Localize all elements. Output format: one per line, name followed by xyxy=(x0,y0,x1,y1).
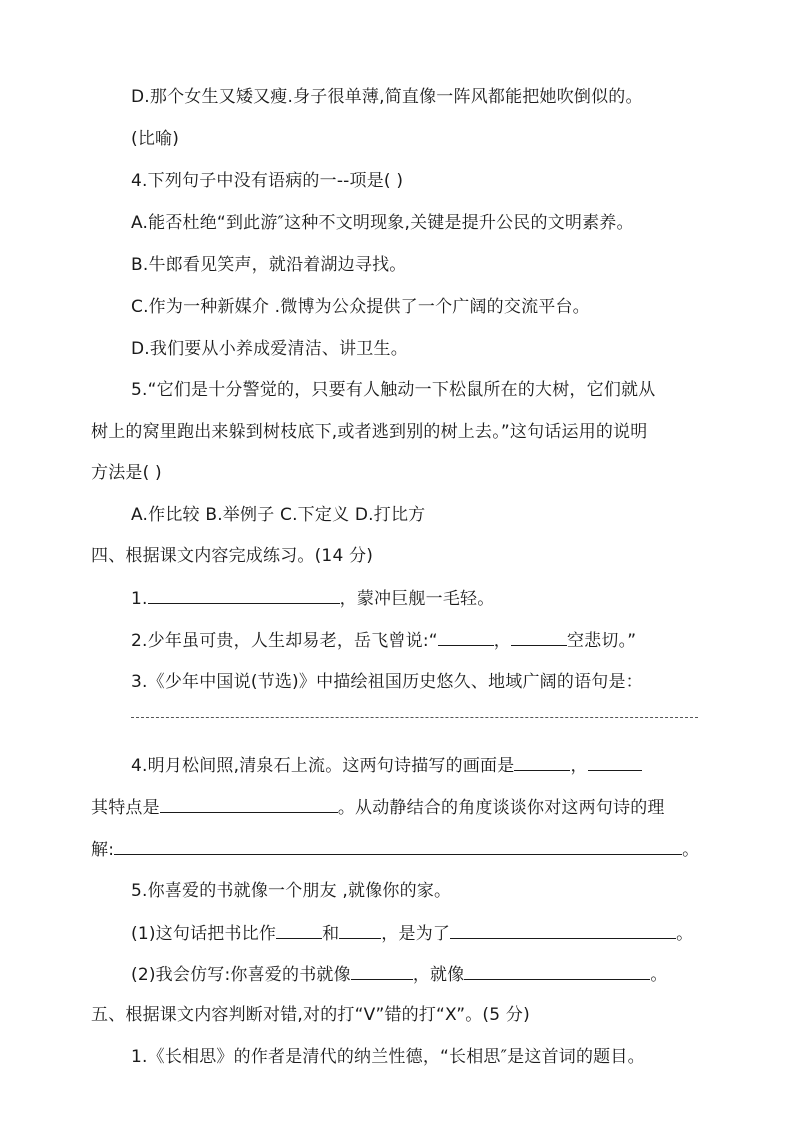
s4-item4-explain-blank[interactable] xyxy=(114,838,682,855)
s4-item5-2-end: 。 xyxy=(650,965,668,985)
q4-stem: 4.下列句子中没有语病的一--项是( ) xyxy=(131,171,404,191)
section5-heading: 五、根据课文内容判断对错,对的打“V”错的打“X”。(5 分) xyxy=(91,1005,530,1025)
s4-item3-answer-line[interactable] xyxy=(131,717,698,718)
q3-option-d: D.那个女生又矮又瘦.身子很单薄,简直像一阵风都能把她吹倒似的。 xyxy=(131,87,643,107)
s4-item5-1-blank3[interactable] xyxy=(450,922,676,939)
s4-item2-end: 空悲切。” xyxy=(566,631,637,651)
q3-option-d-note: (比喻) xyxy=(131,129,180,149)
q5-stem-line3: 方法是( ) xyxy=(91,463,162,483)
s4-item5-2-blank1[interactable] xyxy=(351,963,413,980)
s4-item5-2-text: (2)我会仿写:你喜爱的书就像 xyxy=(131,965,351,985)
s4-item5: 5.你喜爱的书就像一个朋友 ,就像你的家。 xyxy=(131,881,452,901)
s4-item1-text: ，蒙冲巨舰一毛轻。 xyxy=(339,589,495,609)
s4-item5-1 xyxy=(131,922,693,945)
s4-item4-blank2[interactable] xyxy=(588,754,642,771)
s4-item5-1-text: (1)这句话把书比作 xyxy=(131,924,277,944)
s4-item4-explain-label: 解: xyxy=(91,840,115,860)
s4-item4-blank1[interactable] xyxy=(514,754,570,771)
s5-item1: 1.《长相思》的作者是清代的纳兰性德，“长相思″是这首词的题目。 xyxy=(131,1047,645,1067)
s4-item1-blank[interactable] xyxy=(148,587,340,604)
s4-item4-comma: ， xyxy=(570,756,588,776)
q4-option-c: C.作为一种新媒介 .微博为公众提供了一个广阔的交流平台。 xyxy=(131,297,590,317)
s4-item4-line2-text: 。从动静结合的角度谈谈你对这两句诗的理 xyxy=(337,798,665,818)
s4-item4-line3-end: 。 xyxy=(682,840,700,860)
s4-item5-2 xyxy=(131,963,668,986)
s4-item5-2-blank2[interactable] xyxy=(464,963,650,980)
s4-item5-1-blank1[interactable] xyxy=(276,922,322,939)
s4-item4-text: 4.明月松间照,清泉石上流。这两句诗描写的画面是 xyxy=(131,756,515,776)
s4-item5-1-end: 。 xyxy=(676,924,694,944)
s4-item3: 3.《少年中国说(节选)》中描绘祖国历史悠久、地域广阔的语句是： xyxy=(131,672,643,692)
s4-item1-number: 1. xyxy=(131,589,148,609)
q4-option-d: D.我们要从小养成爱清洁、讲卫生。 xyxy=(131,339,408,359)
s4-item4-feature-label: 其特点是 xyxy=(91,798,160,818)
s4-item2-comma: ， xyxy=(493,631,511,651)
s4-item5-1-blank2[interactable] xyxy=(339,922,381,939)
s4-item2-blank1[interactable] xyxy=(438,629,494,646)
s4-item2 xyxy=(131,629,636,652)
q5-stem-line1: 5.“它们是十分警觉的，只要有人触动一下松鼠所在的大树，它们就从 xyxy=(131,380,656,400)
s4-item1 xyxy=(131,587,494,610)
s4-item5-1-and: 和 xyxy=(322,924,340,944)
s4-item4-line3 xyxy=(91,838,699,861)
s4-item4-line1 xyxy=(131,754,642,777)
q5-options: A.作比较 B.举例子 C.下定义 D.打比方 xyxy=(131,505,426,525)
s4-item2-text: 2.少年虽可贵，人生却易老，岳飞曾说:“ xyxy=(131,631,438,651)
s4-item4-line2 xyxy=(91,796,665,819)
section4-heading: 四、根据课文内容完成练习。(14 分) xyxy=(91,546,374,566)
s4-item4-feature-blank[interactable] xyxy=(160,796,338,813)
s4-item2-blank2[interactable] xyxy=(511,629,567,646)
s4-item5-2-like: ，就像 xyxy=(412,965,465,985)
q5-stem-line2: 树上的窝里跑出来躲到树枝底下,或者逃到别的树上去。”这句话运用的说明 xyxy=(91,422,648,442)
s4-item5-1-purpose: ，是为了 xyxy=(381,924,451,944)
q4-option-b: B.牛郎看见笑声，就沿着湖边寻找。 xyxy=(131,255,407,275)
q4-option-a: A.能否杜绝“到此游″这种不文明现象,关键是提升公民的文明素养。 xyxy=(131,213,634,233)
